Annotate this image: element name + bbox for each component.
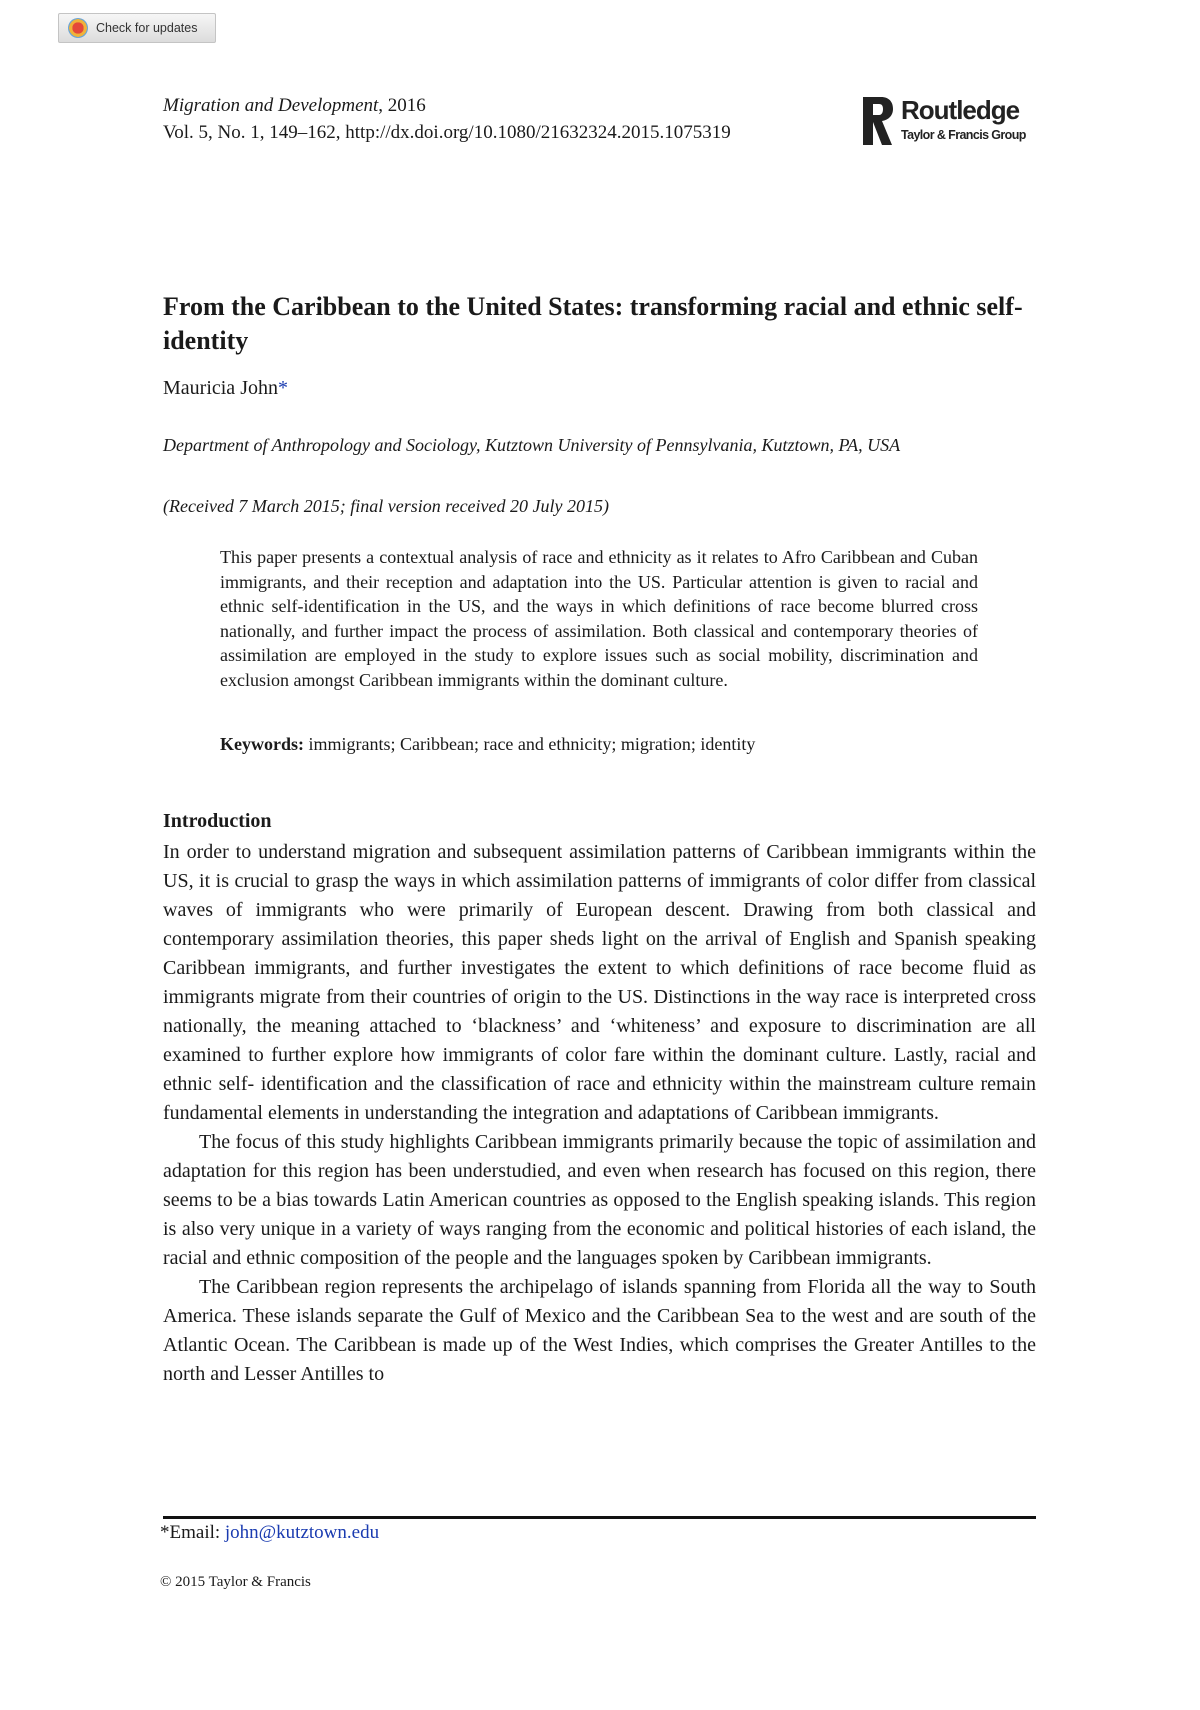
keywords-list: immigrants; Caribbean; race and ethnicity; migration; identity: [308, 734, 756, 754]
copyright-notice: © 2015 Taylor & Francis: [160, 1574, 311, 1590]
publisher-group: Taylor & Francis Group: [901, 128, 1026, 142]
author-name: Mauricia John: [163, 377, 278, 399]
section-heading-introduction: Introduction: [163, 810, 272, 832]
routledge-r-icon: [861, 97, 893, 145]
footnote: [160, 1522, 379, 1544]
body-paragraph: In order to understand migration and subsequent assimilation patterns of Caribbean immigrants within the US, it is crucial to grasp the ways in which assimilation patterns of immigrants of color differ from classical waves of immigrants who were primarily of European descent. Drawing from both classical and contemporary assimilation theories, this paper sheds light on the arrival of English and Spanish speaking Caribbean immigrants, and further investigates the extent to which definitions of race become fluid as immigrants migrate from their countries of origin to the US. Distinctions in the way race is interpreted cross nationally, the meaning attached to ‘blackness’ and ‘whiteness’ and exposure to discrimination are all examined to further explore how immigrants of color fare within the dominant culture. Lastly, racial and ethnic self- identification and the classification of race and ethnicity within the mainstream culture remain fundamental elements in understanding the integration and adaptations of Caribbean immigrants.: [163, 841, 1036, 1124]
author-line: [163, 377, 288, 400]
journal-citation[interactable]: Vol. 5, No. 1, 149–162, http://dx.doi.org/10.1080/21632324.2015.1075319: [163, 122, 731, 143]
body-paragraph: The focus of this study highlights Caribbean immigrants primarily because the topic of assimilation and adaptation for this region has been understudied, and even when research has focused on this region, there seems to be a bias towards Latin American countries as opposed to the English speaking islands. This region is also very unique in a variety of ways ranging from the economic and political histories of each island, the racial and ethnic composition of the people and the languages spoken by Caribbean immigrants.: [163, 1131, 1036, 1269]
abstract: This paper presents a contextual analysis of race and ethnicity as it relates to Afro Caribbean and Cuban immigrants, and their reception and adaptation into the US. Particular attention is given to racial and ethnic self-identification in the US, and the ways in which definitions of race become blurred cross nationally, and further impact the process of assimilation. Both classical and contemporary theories of assimilation are employed in the study to explore issues such as social mobility, discrimination and exclusion amongst Caribbean immigrants within the dominant culture.: [220, 547, 978, 690]
keywords-line: [220, 734, 755, 755]
body-paragraph: The Caribbean region represents the archipelago of islands spanning from Florida all the way to South America. These islands separate the Gulf of Mexico and the Caribbean Sea to the west and are south of the Atlantic Ocean. The Caribbean is made up of the West Indies, which comprises the Greater Antilles to the north and Lesser Antilles to: [163, 1276, 1036, 1385]
received-dates: (Received 7 March 2015; final version received 20 July 2015): [163, 496, 610, 516]
journal-header: [163, 95, 426, 117]
author-footnote-link[interactable]: *: [277, 377, 288, 399]
crossmark-icon: [68, 18, 88, 38]
author-email-link[interactable]: john@kutztown.edu: [224, 1522, 380, 1543]
footnote-label: *Email:: [160, 1522, 225, 1543]
journal-name: Migration and Development: [163, 95, 379, 116]
journal-year: , 2016: [378, 95, 426, 116]
publisher-logo: [861, 95, 1046, 151]
check-for-updates-label: Check for updates: [96, 21, 198, 35]
publisher-name: Routledge: [901, 95, 1020, 125]
introduction-body: [163, 838, 1036, 1389]
footnote-divider: [163, 1516, 1036, 1519]
check-for-updates-button[interactable]: [58, 13, 216, 43]
article-title: From the Caribbean to the United States: transforming racial and ethnic self-identity: [163, 292, 1023, 355]
keywords-label: Keywords:: [220, 734, 304, 754]
author-affiliation: Department of Anthropology and Sociology, Kutztown University of Pennsylvania, Kutztown, PA, USA: [163, 435, 901, 455]
